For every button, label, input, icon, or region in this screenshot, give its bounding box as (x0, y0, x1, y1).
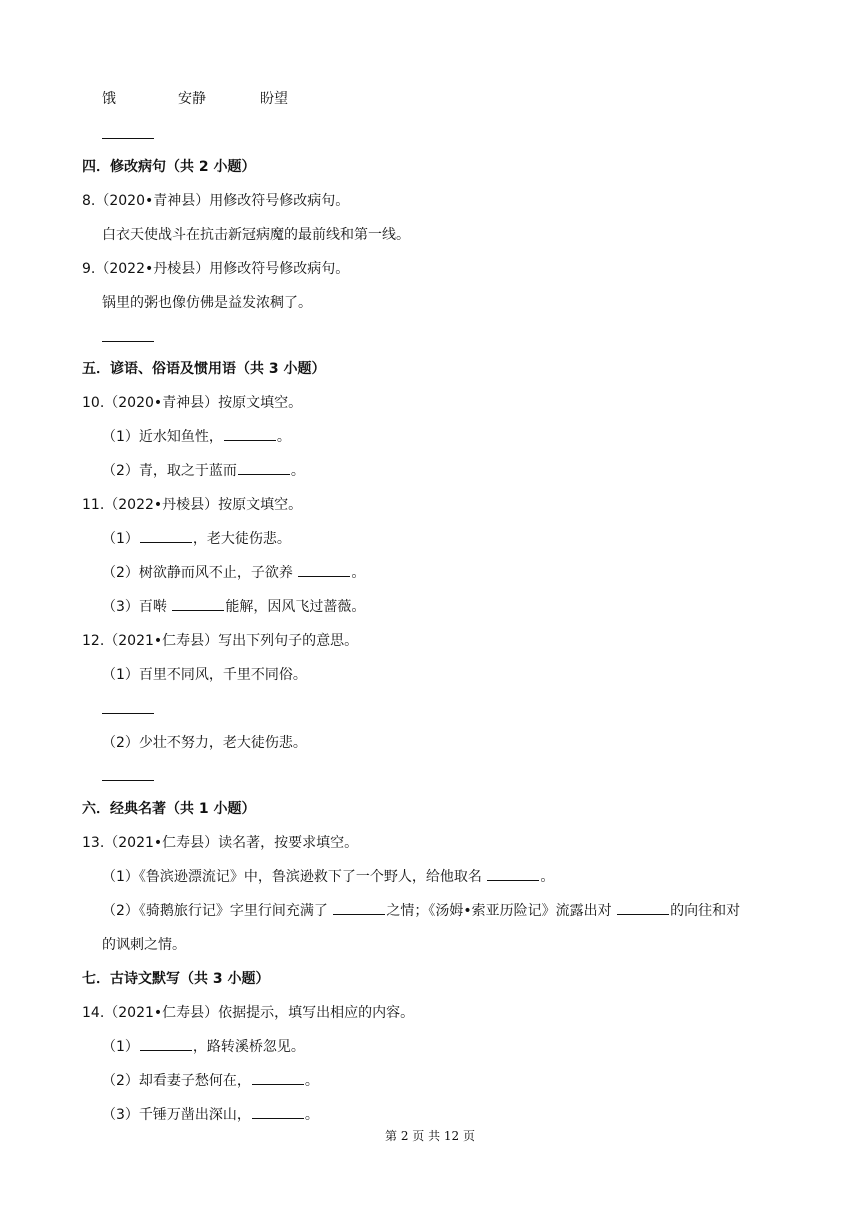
word-2: 安静 (178, 91, 206, 107)
question-10: 10.（2020•青神县）按原文填空。 (82, 395, 303, 411)
fill-blank[interactable] (617, 902, 669, 915)
question-14-2 (102, 1072, 319, 1090)
q14-1-end: ，路转溪桥忽见。 (192, 1039, 305, 1055)
q10-2-end: 。 (290, 463, 305, 479)
q13-2-text: （2）《骑鹅旅行记》字里行间充满了 (102, 903, 333, 919)
fill-blank[interactable] (140, 530, 192, 543)
word-3: 盼望 (260, 91, 288, 107)
fill-blank[interactable] (238, 462, 290, 475)
q10-1-text: （1）近水知鱼性， (102, 429, 223, 445)
question-9: 9.（2022•丹棱县）用修改符号修改病句。 (82, 261, 350, 277)
section-6-title: 六．经典名著（共 1 小题） (82, 801, 256, 817)
question-9-sentence: 锅里的粥也像仿佛是益发浓稠了。 (102, 295, 312, 311)
question-14: 14.（2021•仁寿县）依据提示，填写出相应的内容。 (82, 1005, 415, 1021)
section-4-title: 四．修改病句（共 2 小题） (82, 159, 256, 175)
question-11-3 (102, 598, 365, 616)
question-11: 11.（2022•丹棱县）按原文填空。 (82, 497, 303, 513)
question-8: 8.（2020•青神县）用修改符号修改病句。 (82, 193, 350, 209)
question-11-1 (102, 530, 291, 548)
section-7-title: 七．古诗文默写（共 3 小题） (82, 971, 270, 987)
q14-2-text: （2）却看妻子愁何在， (102, 1073, 251, 1089)
question-13-2-cont: 的讽刺之情。 (102, 937, 186, 953)
question-13-1 (102, 868, 554, 886)
q13-2-end: 的向往和对 (670, 903, 741, 919)
q14-3-end: 。 (304, 1107, 319, 1123)
question-12-2: （2）少壮不努力，老大徒伤悲。 (102, 735, 307, 751)
q10-1-end: 。 (276, 429, 291, 445)
answer-line (102, 138, 154, 139)
q14-2-end: 。 (304, 1073, 319, 1089)
fill-blank[interactable] (252, 1072, 304, 1085)
fill-blank[interactable] (252, 1106, 304, 1119)
q11-2-text: （2）树欲静而风不止，子欲养 (102, 565, 298, 581)
fill-blank[interactable] (333, 902, 385, 915)
section-5-title: 五．谚语、俗语及惯用语（共 3 小题） (82, 361, 326, 377)
q11-3-end: 能解，因风飞过蔷薇。 (225, 599, 366, 615)
q14-3-text: （3）千锤万凿出深山， (102, 1107, 251, 1123)
fill-blank[interactable] (487, 868, 539, 881)
fill-blank[interactable] (224, 428, 276, 441)
question-10-1 (102, 428, 291, 446)
question-13: 13.（2021•仁寿县）读名著，按要求填空。 (82, 835, 359, 851)
fill-blank[interactable] (298, 564, 350, 577)
q11-1-end: ，老大徒伤悲。 (192, 531, 291, 547)
q10-2-text: （2）青，取之于蓝而 (102, 463, 237, 479)
question-8-sentence: 白衣天使战斗在抗击新冠病魔的最前线和第一线。 (102, 227, 410, 243)
fill-blank[interactable] (140, 1038, 192, 1051)
answer-line (102, 341, 154, 342)
question-13-2 (102, 902, 740, 920)
q13-1-text: （1）《鲁滨逊漂流记》中，鲁滨逊救下了一个野人，给他取名 (102, 869, 487, 885)
word-1: 饿 (102, 91, 116, 107)
q13-1-end: 。 (540, 869, 555, 885)
question-14-3 (102, 1106, 319, 1124)
question-12-1: （1）百里不同风，千里不同俗。 (102, 667, 307, 683)
q14-1-text: （1） (102, 1039, 139, 1055)
question-10-2 (102, 462, 305, 480)
q11-2-end: 。 (351, 565, 366, 581)
question-11-2 (102, 564, 365, 582)
q11-1-text: （1） (102, 531, 139, 547)
q11-3-text: （3）百啭 (102, 599, 172, 615)
page-footer: 第 2 页 共 12 页 (385, 1129, 475, 1143)
answer-line (102, 713, 154, 714)
q13-2-mid: 之情；《汤姆•索亚历险记》流露出对 (386, 903, 617, 919)
answer-line (102, 780, 154, 781)
question-12: 12.（2021•仁寿县）写出下列句子的意思。 (82, 633, 359, 649)
question-14-1 (102, 1038, 305, 1056)
fill-blank[interactable] (172, 598, 224, 611)
